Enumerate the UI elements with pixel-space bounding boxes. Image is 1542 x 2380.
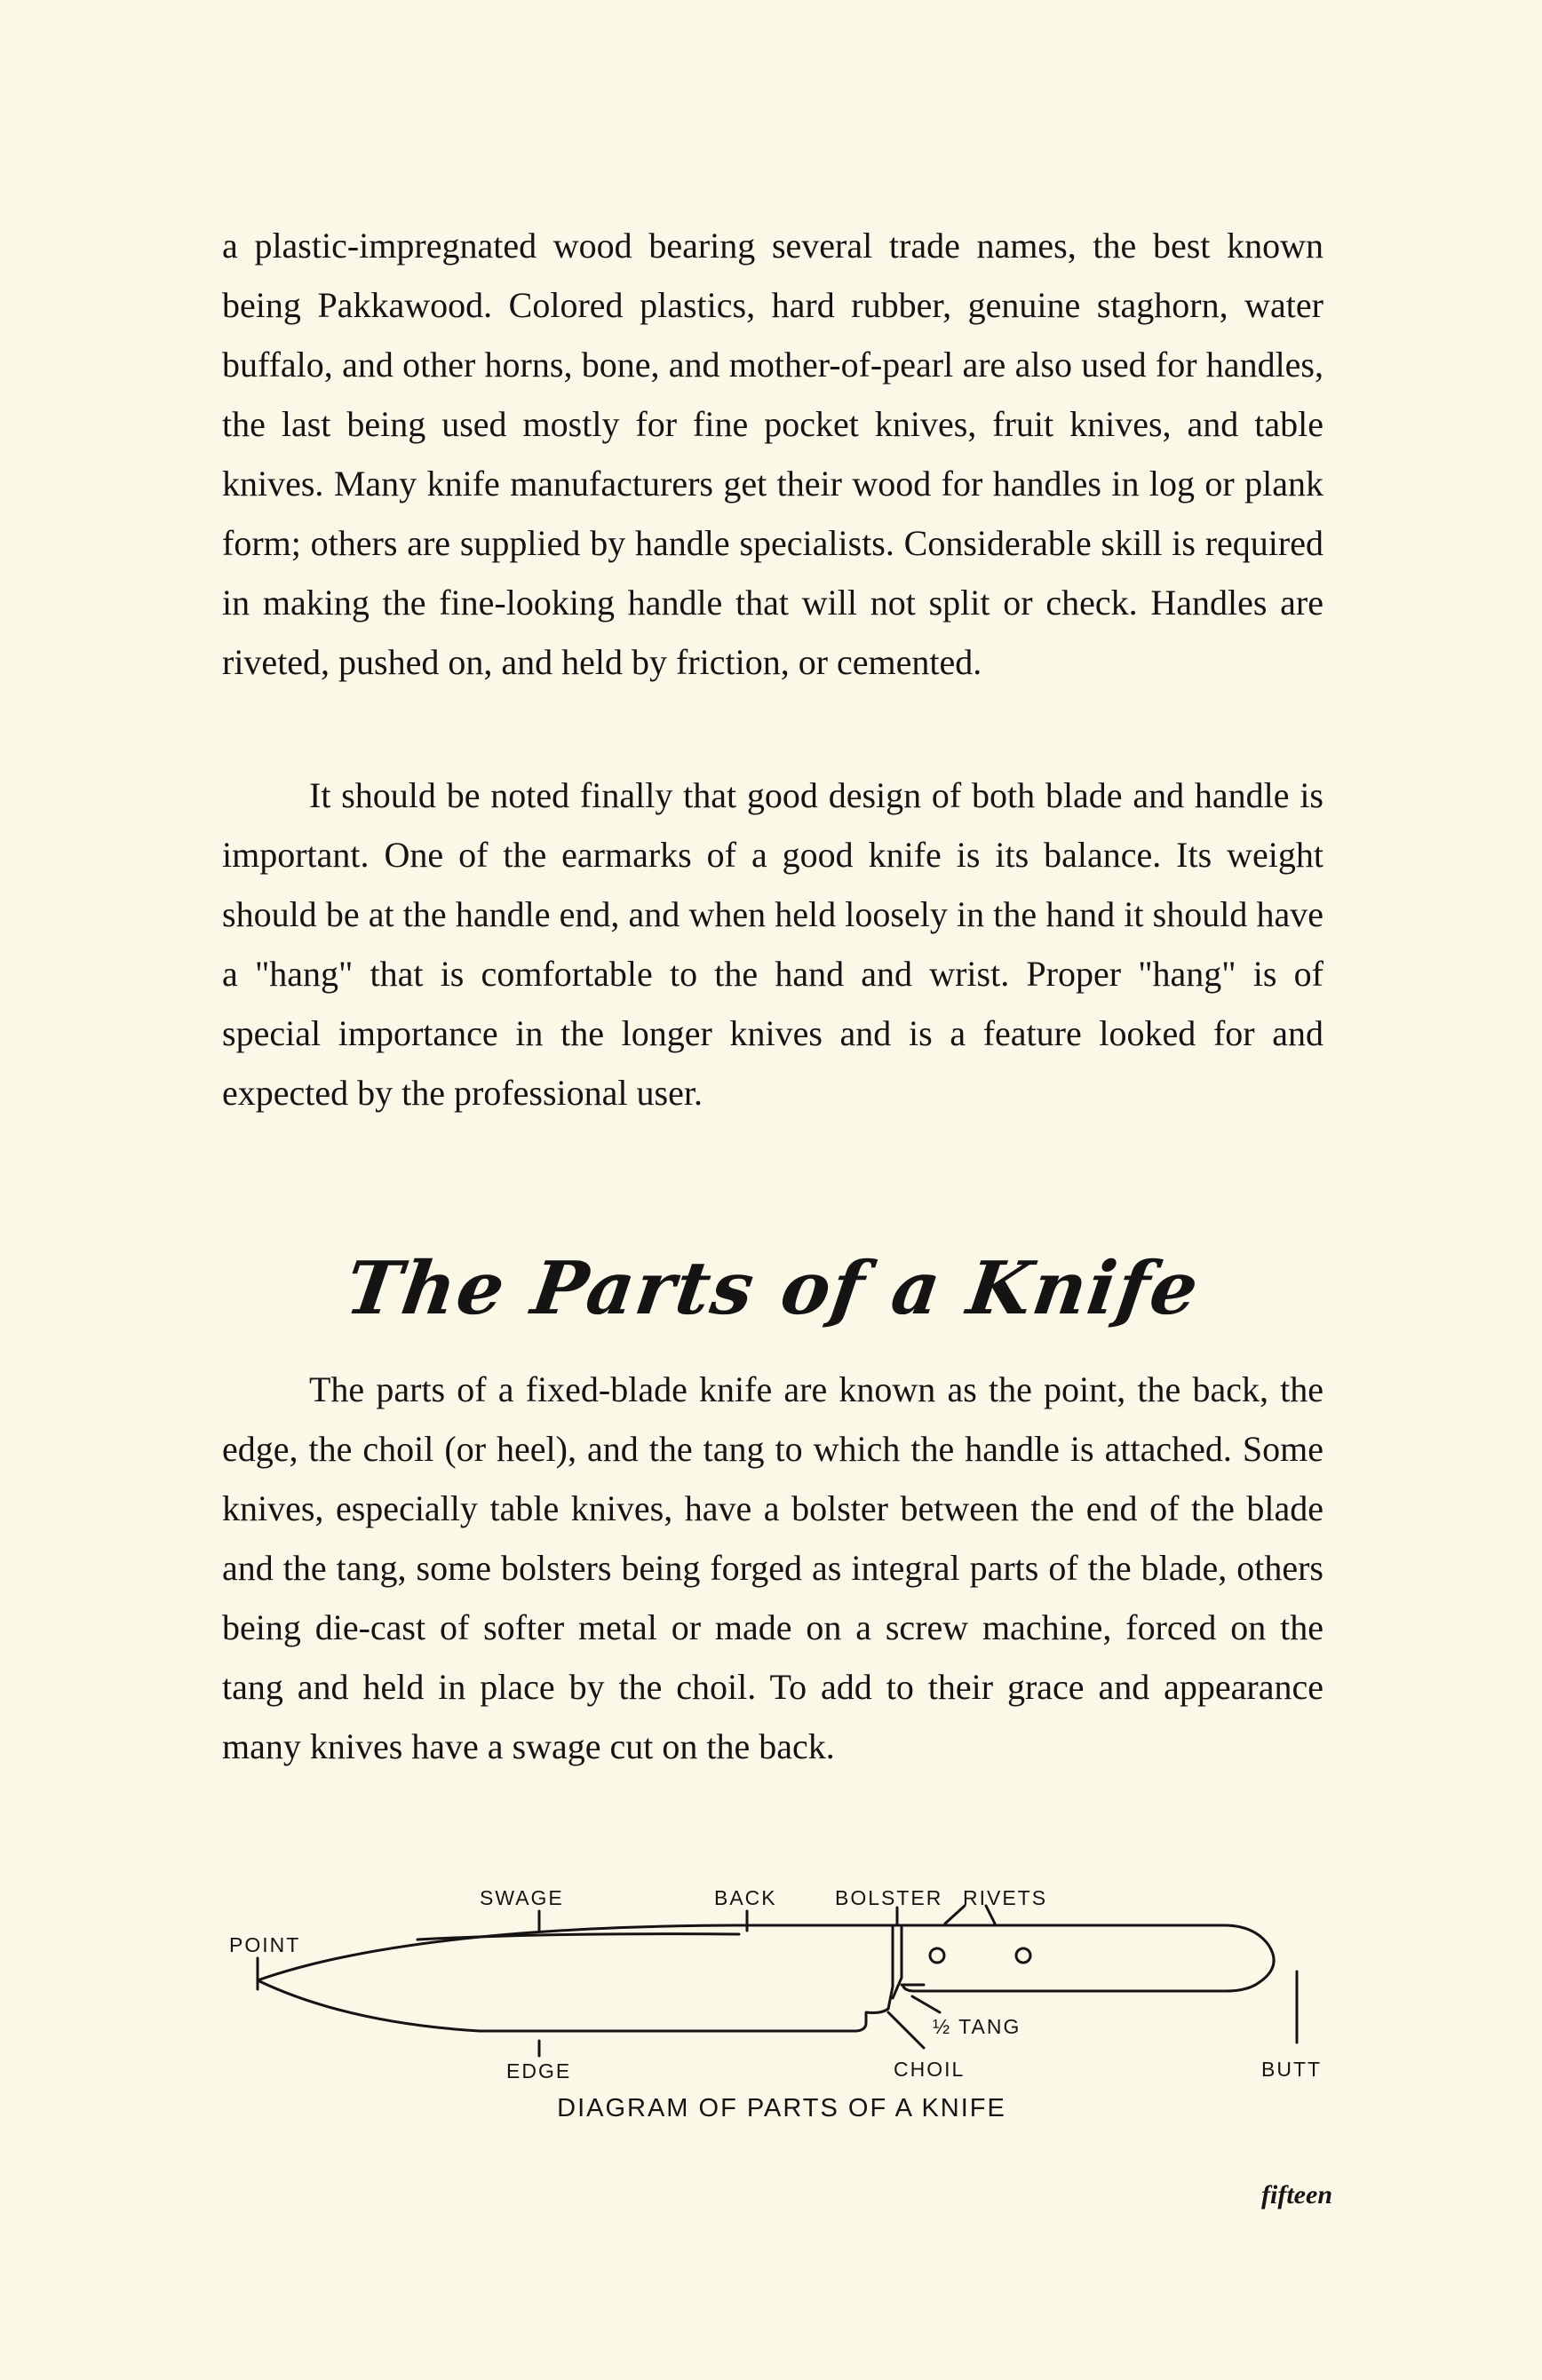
label-bolster: BOLSTER — [835, 1886, 943, 1909]
paragraph-handles: a plastic-impregnated wood bearing several trade names, the best known being Pakkawood. Colored plastics, hard rubber, genuine staghorn, water buffalo, and other horns, bone, and mother-of-pearl are also used for handles, the last being used mostly for fine pocket knives, fruit knives, and table knives. Many knife manufacturers get their wood for handles in log or plank form; others are supplied by handle specialists. Considerable skill is required in making the fine-looking handle that will not split or check. Handles are riveted, pushed on, and held by friction, or cemented. — [222, 226, 1323, 682]
label-tang: ½ TANG — [933, 2015, 1021, 2038]
label-edge: EDGE — [506, 2059, 572, 2082]
page-number: fifteen — [1261, 2180, 1332, 2209]
label-butt: BUTT — [1261, 2058, 1323, 2081]
label-swage: SWAGE — [480, 1886, 564, 1909]
tang-leader — [912, 1996, 940, 2012]
label-choil: CHOIL — [894, 2058, 966, 2081]
label-back: BACK — [714, 1886, 777, 1909]
rivet-1 — [930, 1948, 944, 1963]
diagram-caption: DIAGRAM OF PARTS OF A KNIFE — [557, 2094, 1006, 2122]
paragraph-parts: The parts of a fixed-blade knife are known as the point, the back, the edge, the choil (or heel), and the tang to which the handle is attached. Some knives, especially table knives, have a bolster between the end of the blade and the tang, some bolsters being forged as integral parts of the blade, others being die-cast of softer metal or made on a screw machine, forced on the tang and held in place by the choil. To add to their grace and appearance many knives have a swage cut on the back. — [222, 1369, 1323, 1766]
section-heading: The Parts of a Knife — [340, 1246, 1205, 1331]
label-rivets: RIVETS — [963, 1886, 1048, 1909]
label-point: POINT — [229, 1933, 301, 1956]
rivet-2 — [1016, 1948, 1030, 1963]
rivet-leader-1 — [945, 1906, 965, 1924]
handle-outline — [902, 1925, 1274, 1991]
knife-diagram — [213, 1856, 1341, 2096]
choil-leader — [888, 2012, 924, 2048]
blade-outline — [258, 1925, 893, 2031]
paragraph-design-balance: It should be noted finally that good design of both blade and handle is important. One of the earmarks of a good knife is its balance. Its weight should be at the handle end, and when held loosely in the hand it should have a "hang" that is comfortable to the hand and wrist. Proper "hang" is of special importance in the longer knives and is a feature looked for and expected by the professional user. — [222, 775, 1323, 1113]
knife-diagram-svg — [213, 1856, 1341, 2096]
